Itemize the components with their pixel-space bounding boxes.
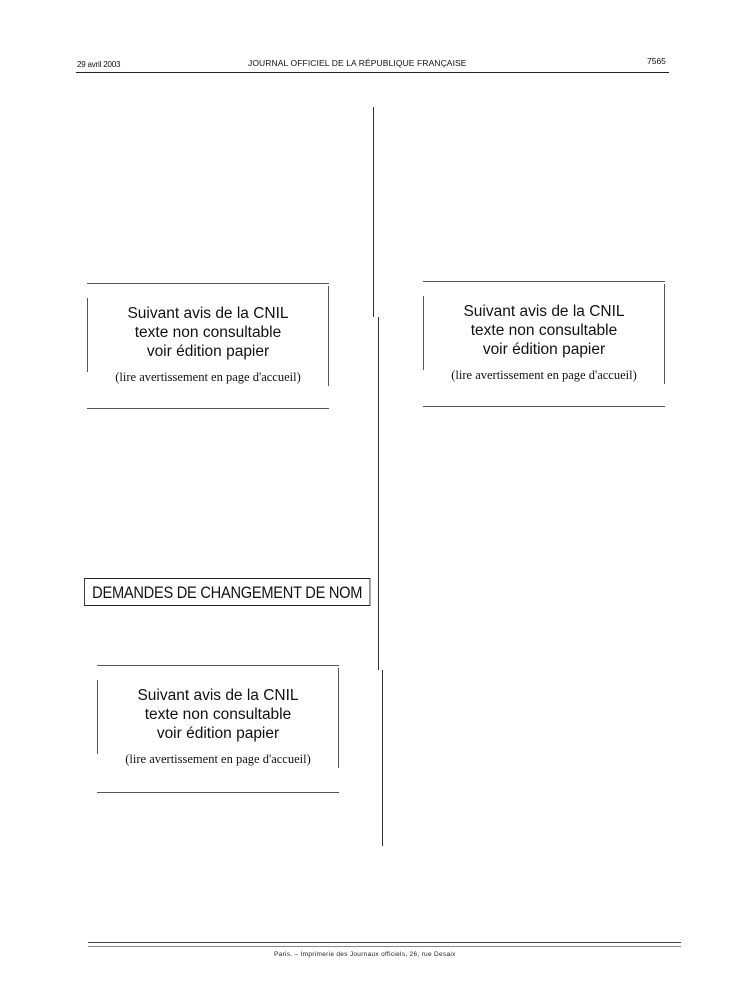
cnil-notice-box	[97, 665, 339, 793]
column-divider	[378, 317, 379, 670]
notice-line: voir édition papier	[146, 343, 270, 360]
notice-line: voir édition papier	[156, 725, 280, 742]
footer-rule	[88, 946, 681, 947]
notice-note: (lire avertissement en page d'accueil)	[451, 368, 637, 382]
notice-line: voir édition papier	[482, 341, 606, 358]
journal-title: JOURNAL OFFICIEL DE LA RÉPUBLIQUE FRANÇAISE	[248, 58, 467, 68]
notice-line: texte non consultable	[134, 324, 282, 341]
page-number: 7565	[647, 56, 666, 66]
notice-line: Suivant avis de la CNIL	[463, 303, 625, 320]
notice-note: (lire avertissement en page d'accueil)	[125, 752, 311, 766]
column-divider	[382, 670, 383, 846]
footer-imprint: Paris. – Imprimerie des Journaux officiels, 26, rue Desaix	[274, 951, 456, 958]
footer-rule	[88, 942, 681, 943]
notice-line: Suivant avis de la CNIL	[127, 305, 289, 322]
section-heading: DEMANDES DE CHANGEMENT DE NOM	[84, 578, 370, 606]
cnil-notice-box	[423, 281, 665, 407]
notice-line: texte non consultable	[144, 706, 292, 723]
notice-line: texte non consultable	[470, 322, 618, 339]
notice-line: Suivant avis de la CNIL	[137, 687, 299, 704]
header-rule	[76, 72, 669, 73]
notice-note: (lire avertissement en page d'accueil)	[115, 370, 301, 384]
header-date: 29 avril 2003	[77, 60, 121, 69]
column-divider	[373, 107, 374, 317]
cnil-notice-box	[87, 283, 329, 409]
